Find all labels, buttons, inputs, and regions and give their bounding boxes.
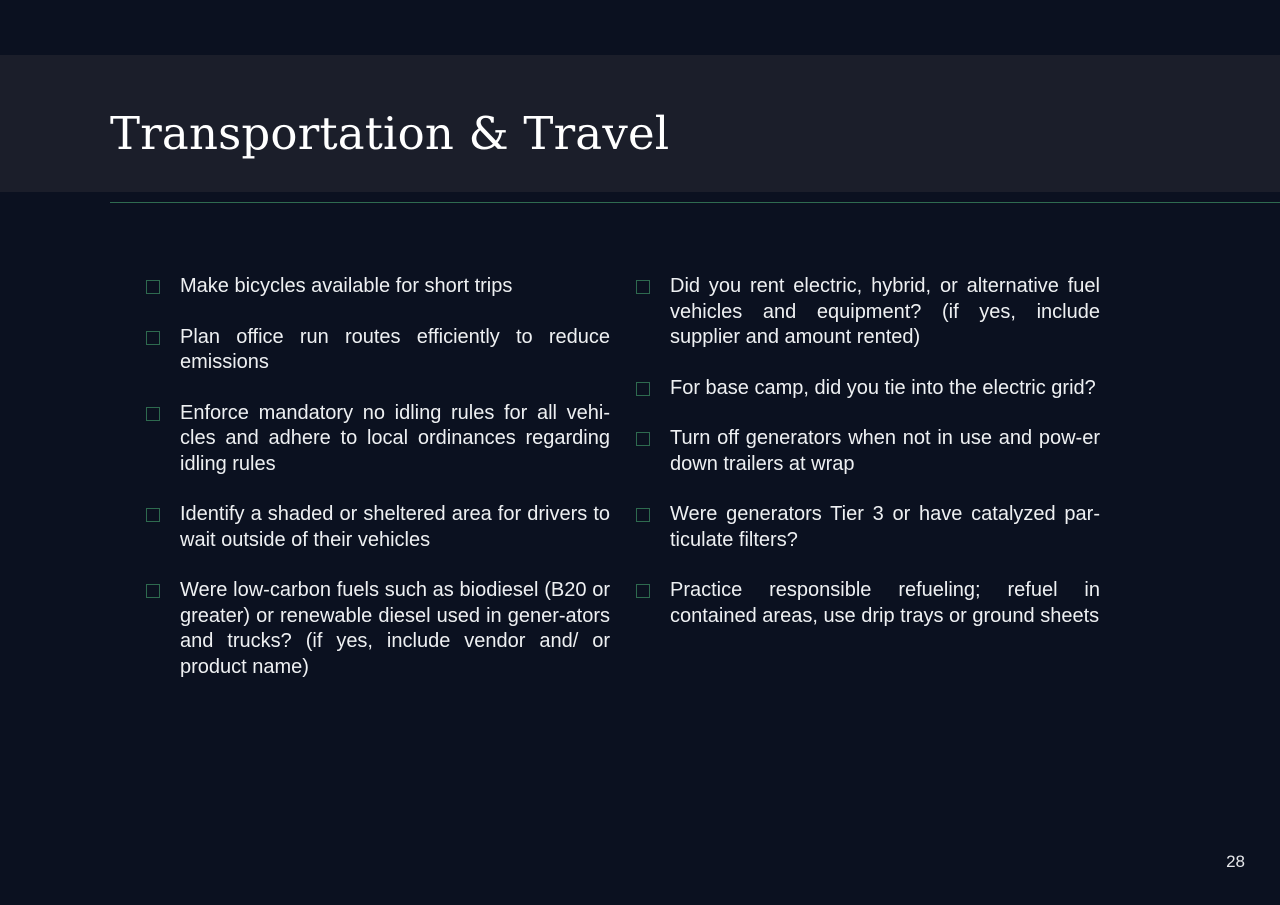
checkbox-icon[interactable] — [636, 432, 650, 446]
checklist-item — [634, 376, 1100, 402]
checkbox-icon[interactable] — [636, 508, 650, 522]
checklist-item — [144, 401, 610, 478]
checkbox-icon[interactable] — [636, 584, 650, 598]
checklist-item — [144, 502, 610, 553]
checklist-column-right — [634, 274, 1100, 654]
checklist-item — [634, 502, 1100, 553]
checkbox-icon[interactable] — [146, 331, 160, 345]
checkbox-icon[interactable] — [146, 508, 160, 522]
checklist-item-label: Plan office run routes efficiently to reduce emissions — [180, 325, 610, 373]
checklist-item-label: Identify a shaded or sheltered area for drivers to wait outside of their vehicles — [180, 503, 610, 551]
checkbox-icon[interactable] — [636, 280, 650, 294]
checklist-item — [144, 274, 610, 300]
checklist-item — [634, 578, 1100, 629]
checklist-item-label: Were generators Tier 3 or have catalyzed par-ticulate filters? — [670, 503, 1100, 551]
checklist-item — [634, 426, 1100, 477]
checklist-item — [144, 578, 610, 680]
checklist-item-label: Did you rent electric, hybrid, or alternative fuel vehicles and equipment? (if yes, include supplier and amount rented) — [670, 275, 1100, 348]
checklist-column-left — [144, 274, 610, 705]
checkbox-icon[interactable] — [146, 407, 160, 421]
checklist-item-label: Practice responsible refueling; refuel in contained areas, use drip trays or ground sheets — [670, 579, 1100, 627]
checklist-item-label: Make bicycles available for short trips — [180, 275, 513, 297]
checklist-item — [144, 325, 610, 376]
checkbox-icon[interactable] — [146, 280, 160, 294]
checklist-item-label: For base camp, did you tie into the electric grid? — [670, 376, 1096, 399]
page-number: 28 — [1226, 852, 1245, 871]
checklist-item-label: Enforce mandatory no idling rules for all vehi-cles and adhere to local ordinances regarding idling rules — [180, 401, 610, 475]
page-title: Transportation & Travel — [110, 107, 670, 160]
title-divider — [110, 202, 1280, 203]
checklist-item-label: Were low-carbon fuels such as biodiesel (B20 or greater) or renewable diesel used in gener-ators and trucks? (if yes, include vendor and/ or product name) — [180, 579, 610, 678]
checklist-item-label: Turn off generators when not in use and pow-er down trailers at wrap — [670, 427, 1100, 475]
checkbox-icon[interactable] — [636, 382, 650, 396]
checklist-item — [634, 274, 1100, 351]
checkbox-icon[interactable] — [146, 584, 160, 598]
